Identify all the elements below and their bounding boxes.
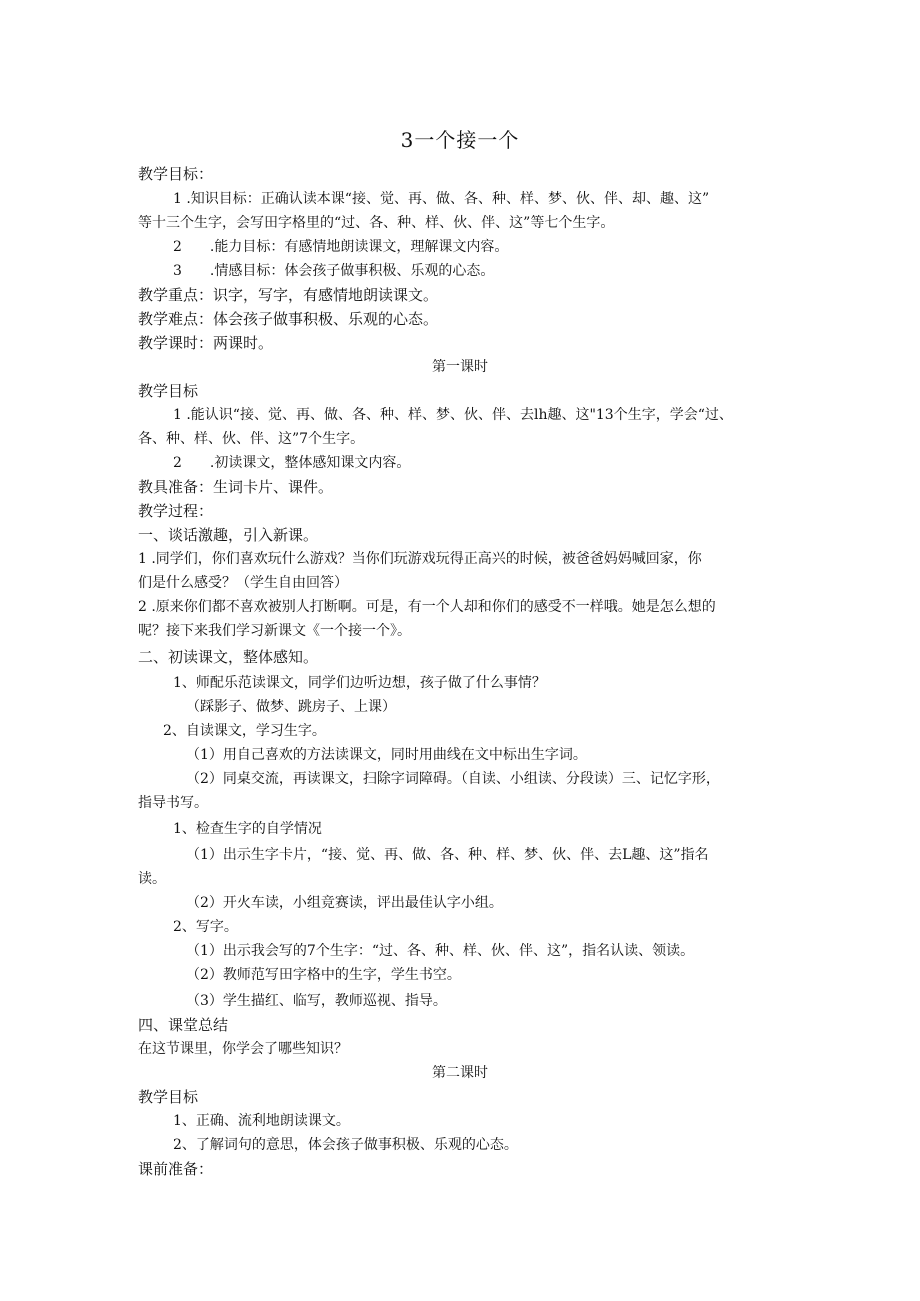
step-one-item-2-line-1: 2 .原来你们都不喜欢被别人打断啊。可是，有一个人却和你们的感受不一样哦。她是怎么想的	[138, 599, 716, 615]
teaching-process-label: 教学过程：	[138, 502, 214, 520]
step-three-item-1: 1、检查生字的自学情况	[173, 821, 322, 837]
pre-class-preparation: 课前准备：	[138, 1160, 214, 1178]
step-two-item-2-sub-2-line-1: （2）同桌交流，再读课文，扫除字词障碍。（自读、小组读、分段读）三、记忆字形，	[186, 771, 720, 787]
step-two-item-1: 1、师配乐范读课文，同学们边听边想，孩子做了什么事情？	[173, 675, 546, 691]
step-four-heading: 四、课堂总结	[138, 1016, 229, 1034]
document-title: 3一个接一个	[400, 128, 520, 152]
goal-emotion: 3 .情感目标：体会孩子做事积极、乐观的心态。	[173, 263, 495, 279]
step-two-item-2-sub-1: （1）用自己喜欢的方法读课文，同时用曲线在文中标出生字词。	[186, 747, 587, 763]
step-two-heading: 二、初读课文，整体感知。	[138, 648, 319, 666]
teaching-aids: 教具准备：生词卡片、课件。	[138, 478, 334, 496]
step-four-question: 在这节课里，你学会了哪些知识？	[138, 1041, 348, 1057]
step-one-heading: 一、谈话激趣，引入新课。	[138, 526, 319, 544]
goal-ability: 2 .能力目标：有感情地朗读课文，理解课文内容。	[173, 239, 509, 255]
teaching-hours: 教学课时：两课时。	[138, 334, 274, 352]
teaching-difficulty: 教学难点：体会孩子做事积极、乐观的心态。	[138, 310, 439, 328]
step-two-item-1-answer: （踩影子、做梦、跳房子、上课）	[186, 699, 396, 715]
step-three-item-1-sub-2: （2）开火车读，小组竞赛读，评出最佳认字小组。	[186, 895, 503, 911]
step-two-item-2-sub-2-line-2: 指导书写。	[138, 795, 208, 811]
section-label-teaching-goals: 教学目标：	[138, 165, 214, 183]
lesson-one-goal-2: 2 .初读课文，整体感知课文内容。	[173, 455, 411, 471]
goal-knowledge-line-1: 1 .知识目标：正确认读本课“接、觉、再、做、各、种、样、梦、伙、伴、却、趣、这”	[173, 191, 710, 207]
step-three-item-2-sub-3: （3）学生描红、临写，教师巡视、指导。	[186, 993, 447, 1009]
step-three-item-1-sub-1-line-1: （1）出示生字卡片，“接、觉、再、做、各、种、样、梦、伙、伴、去L趣、这”指名	[186, 847, 709, 863]
step-three-item-2-sub-2: （2）教师范写田字格中的生字，学生书空。	[186, 967, 461, 983]
lesson-one-goal-1-line-1: 1 .能认识“接、觉、再、做、各、种、样、梦、伙、伴、去lh趣、这"13个生字，学会“过、	[173, 407, 733, 423]
step-one-item-1-line-2: 们是什么感受？（学生自由回答）	[138, 575, 348, 591]
step-one-item-2-line-2: 呢？接下来我们学习新课文《一个接一个》。	[138, 623, 411, 639]
lesson-one-goals-label: 教学目标	[138, 382, 199, 400]
lesson-two-goal-2: 2、了解词句的意思，体会孩子做事积极、乐观的心态。	[173, 1137, 518, 1153]
goal-knowledge-line-2: 等十三个生字，会写田字格里的“过、各、种、样、伙、伴、这”等七个生字。	[138, 215, 615, 231]
lesson-two-goals-label: 教学目标	[138, 1088, 199, 1106]
step-one-item-1-line-1: 1 .同学们，你们喜欢玩什么游戏？当你们玩游戏玩得正高兴的时候，被爸爸妈妈喊回家，你	[138, 551, 702, 567]
lesson-one-heading: 第一课时	[432, 359, 488, 375]
step-three-item-2: 2、写字。	[173, 919, 238, 935]
teaching-focus: 教学重点：识字，写字，有感情地朗读课文。	[138, 286, 439, 304]
step-three-item-1-sub-1-line-2: 读。	[138, 871, 166, 887]
step-two-item-2: 2、自读课文，学习生字。	[163, 723, 326, 739]
lesson-two-heading: 第二课时	[432, 1065, 488, 1081]
lesson-two-goal-1: 1、正确、流利地朗读课文。	[173, 1113, 350, 1129]
step-three-item-2-sub-1: （1）出示我会写的7个生字：“过、各、种、样、伙、伴、这”，指名认读、领读。	[186, 943, 695, 959]
lesson-one-goal-1-line-2: 各、种、样、伙、伴、这”7个生字。	[138, 431, 365, 447]
